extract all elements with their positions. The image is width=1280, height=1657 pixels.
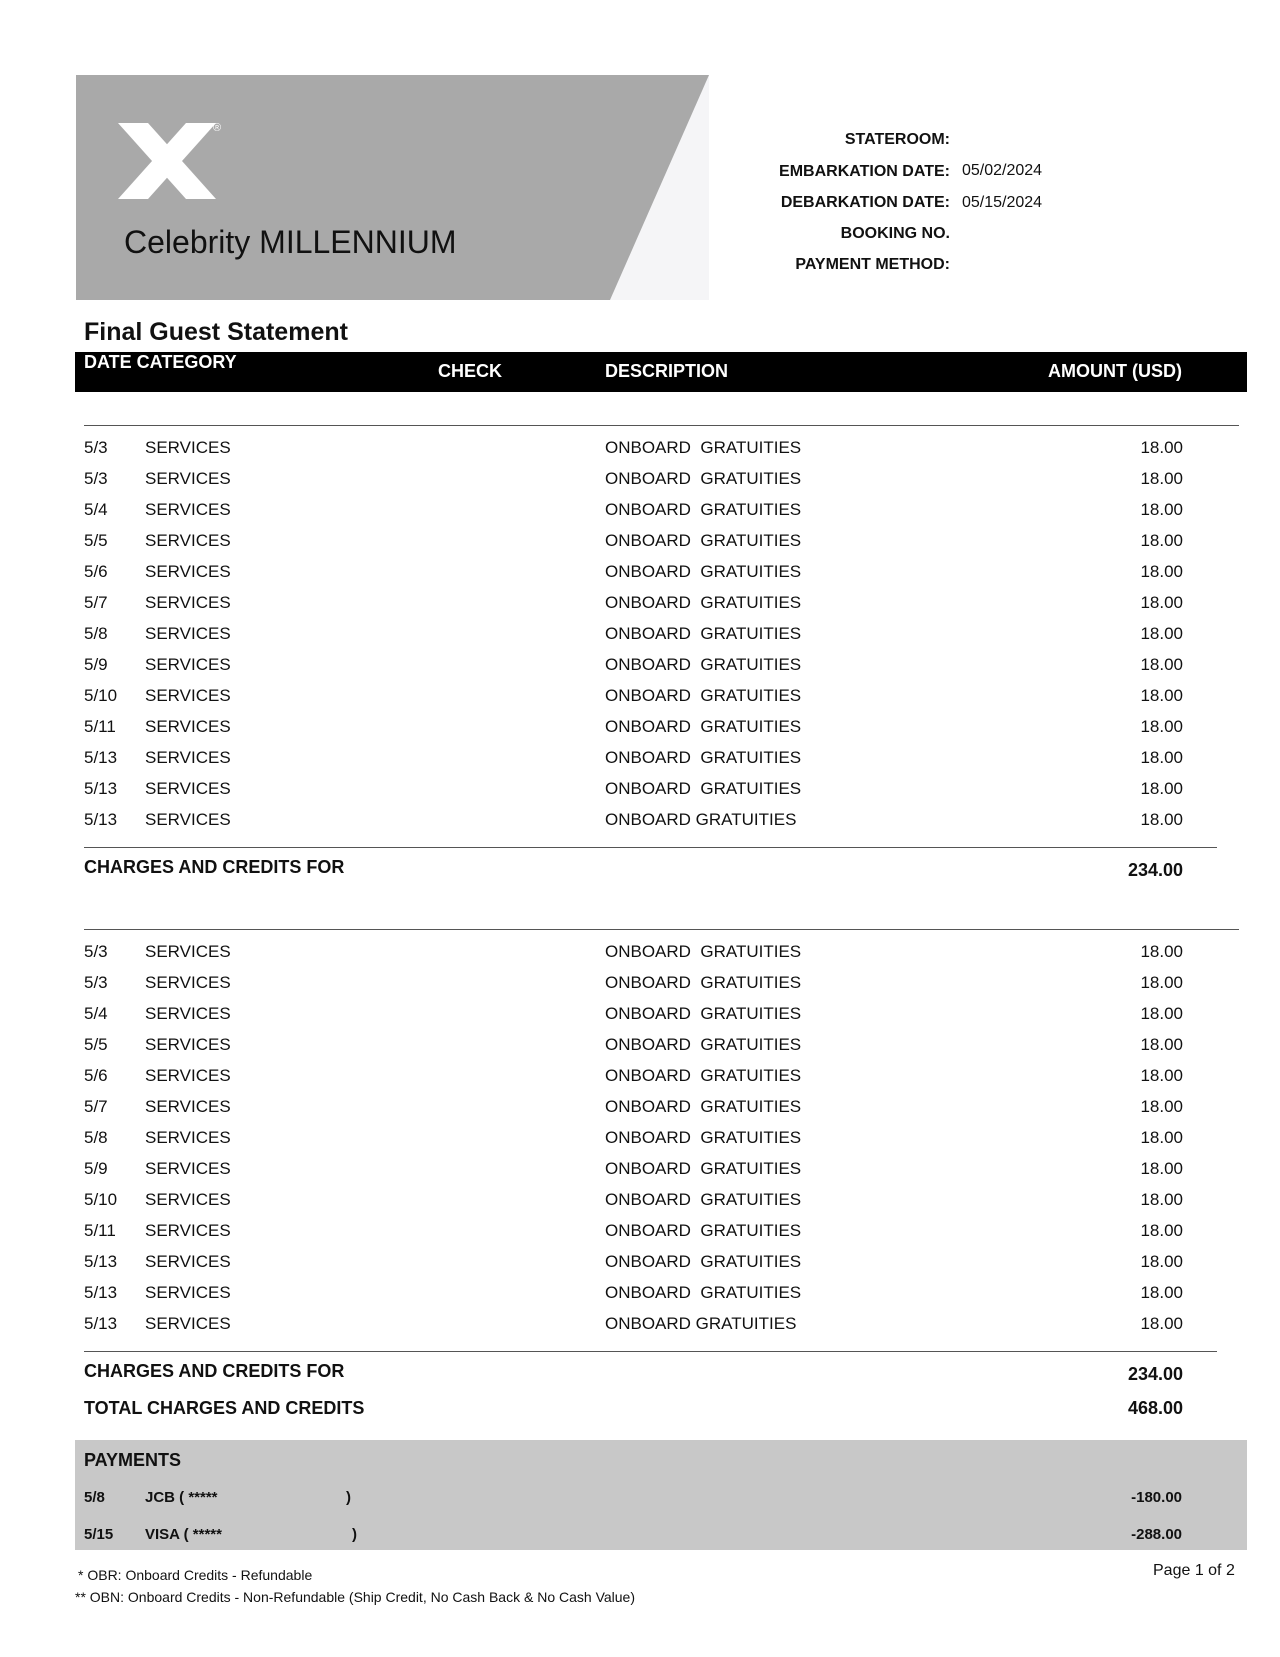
row-category: SERVICES: [145, 1314, 231, 1333]
row-category: SERVICES: [145, 686, 231, 705]
row-amount: 18.00: [1140, 624, 1183, 643]
debarkation-date-label: DEBARKATION DATE:: [780, 194, 950, 211]
table-row: [0, 744, 1280, 775]
payment-method-close: ): [346, 1489, 351, 1506]
footnote-obn: ** OBN: Onboard Credits - Non-Refundable (Ship Credit, No Cash Back & No Cash Value): [75, 1589, 635, 1605]
row-amount: 18.00: [1140, 655, 1183, 674]
total-label: TOTAL CHARGES AND CREDITS: [84, 1398, 365, 1418]
row-category: SERVICES: [145, 1128, 231, 1147]
row-amount: 18.00: [1140, 717, 1183, 736]
payments-title: PAYMENTS: [84, 1450, 182, 1470]
row-date: 5/13: [84, 1314, 118, 1333]
ship-name: Celebrity MILLENNIUM: [124, 224, 457, 260]
row-amount: 18.00: [1140, 1159, 1183, 1178]
row-category: SERVICES: [145, 1221, 231, 1240]
row-description: ONBOARD GRATUITIES: [605, 1159, 802, 1178]
row-description: ONBOARD GRATUITIES: [605, 717, 802, 736]
row-amount: 18.00: [1140, 1221, 1183, 1240]
row-category: SERVICES: [145, 562, 231, 581]
row-description: ONBOARD GRATUITIES: [605, 469, 802, 488]
row-category: SERVICES: [145, 1190, 231, 1209]
row-description: ONBOARD GRATUITIES: [605, 531, 802, 550]
table-row: [0, 1279, 1280, 1310]
row-description: ONBOARD GRATUITIES: [605, 655, 802, 674]
table-row: [0, 969, 1280, 1000]
row-description: ONBOARD GRATUITIES: [605, 1128, 802, 1147]
table-row: [0, 558, 1280, 589]
row-category: SERVICES: [145, 655, 231, 674]
row-amount: 18.00: [1140, 562, 1183, 581]
row-category: SERVICES: [145, 717, 231, 736]
row-category: SERVICES: [145, 1283, 231, 1302]
row-description: ONBOARD GRATUITIES: [605, 748, 802, 767]
row-date: 5/6: [84, 1066, 108, 1085]
row-category: SERVICES: [145, 1252, 231, 1271]
section-top-rule: [84, 929, 1239, 930]
table-row: [0, 806, 1280, 837]
row-category: SERVICES: [145, 779, 231, 798]
row-amount: 18.00: [1140, 779, 1183, 798]
row-date: 5/3: [84, 942, 108, 961]
row-amount: 18.00: [1140, 973, 1183, 992]
row-category: SERVICES: [145, 438, 231, 457]
row-amount: 18.00: [1140, 686, 1183, 705]
subtotal-label: CHARGES AND CREDITS FOR: [84, 1361, 345, 1381]
row-date: 5/8: [84, 1128, 108, 1147]
row-amount: 18.00: [1140, 1190, 1183, 1209]
table-row: [0, 1000, 1280, 1031]
row-description: ONBOARD GRATUITIES: [605, 1314, 797, 1333]
table-row: [0, 938, 1280, 969]
page-number: Page 1 of 2: [1153, 1562, 1235, 1579]
row-description: ONBOARD GRATUITIES: [605, 1221, 802, 1240]
table-row: [0, 1248, 1280, 1279]
row-date: 5/6: [84, 562, 108, 581]
payment-amount: -180.00: [1131, 1489, 1182, 1506]
table-row: [0, 527, 1280, 558]
row-description: ONBOARD GRATUITIES: [605, 1252, 802, 1271]
row-category: SERVICES: [145, 593, 231, 612]
row-category: SERVICES: [145, 1159, 231, 1178]
payment-date: 5/15: [84, 1526, 114, 1543]
row-category: SERVICES: [145, 973, 231, 992]
table-row: [0, 1155, 1280, 1186]
row-date: 5/9: [84, 655, 108, 674]
column-header-bar: [75, 352, 1247, 392]
row-amount: 18.00: [1140, 1097, 1183, 1116]
row-date: 5/10: [84, 1190, 118, 1209]
table-row: [0, 651, 1280, 682]
row-amount: 18.00: [1140, 531, 1183, 550]
table-row: [0, 682, 1280, 713]
row-date: 5/5: [84, 1035, 108, 1054]
subtotal-rule: [84, 1351, 1217, 1352]
row-amount: 18.00: [1140, 1128, 1183, 1147]
row-date: 5/9: [84, 1159, 108, 1178]
row-description: ONBOARD GRATUITIES: [605, 1035, 802, 1054]
row-amount: 18.00: [1140, 1314, 1183, 1333]
row-category: SERVICES: [145, 1004, 231, 1023]
payment-method: JCB ( *****: [145, 1489, 218, 1506]
column-amount: AMOUNT (USD): [1048, 361, 1182, 381]
row-amount: 18.00: [1140, 438, 1183, 457]
debarkation-date-value: 05/15/2024: [962, 194, 1043, 211]
row-amount: 18.00: [1140, 810, 1183, 829]
page-title: Final Guest Statement: [84, 318, 348, 346]
row-date: 5/13: [84, 779, 118, 798]
row-date: 5/3: [84, 973, 108, 992]
row-date: 5/11: [84, 717, 116, 736]
row-description: ONBOARD GRATUITIES: [605, 1097, 802, 1116]
row-amount: 18.00: [1140, 1066, 1183, 1085]
table-row: [0, 1124, 1280, 1155]
row-date: 5/13: [84, 748, 118, 767]
payment-date: 5/8: [84, 1489, 105, 1506]
row-date: 5/13: [84, 1252, 118, 1271]
row-description: ONBOARD GRATUITIES: [605, 593, 802, 612]
row-description: ONBOARD GRATUITIES: [605, 1190, 802, 1209]
column-check: CHECK: [438, 361, 503, 381]
row-amount: 18.00: [1140, 593, 1183, 612]
subtotal-label: CHARGES AND CREDITS FOR: [84, 857, 345, 877]
table-row: [0, 713, 1280, 744]
row-date: 5/7: [84, 593, 108, 612]
column-date-category: DATE CATEGORY: [84, 352, 237, 372]
stateroom-label: STATEROOM:: [844, 131, 950, 148]
row-date: 5/7: [84, 1097, 108, 1116]
table-row: [0, 775, 1280, 806]
subtotal-amount: 234.00: [1127, 1364, 1183, 1384]
row-description: ONBOARD GRATUITIES: [605, 624, 802, 643]
row-date: 5/5: [84, 531, 108, 550]
row-date: 5/8: [84, 624, 108, 643]
row-description: ONBOARD GRATUITIES: [605, 810, 797, 829]
payment-method-label: PAYMENT METHOD:: [795, 256, 950, 273]
row-amount: 18.00: [1140, 748, 1183, 767]
row-description: ONBOARD GRATUITIES: [605, 942, 802, 961]
subtotal-amount: 234.00: [1127, 860, 1183, 880]
row-date: 5/13: [84, 810, 118, 829]
footnote-obr: * OBR: Onboard Credits - Refundable: [78, 1567, 313, 1583]
table-row: [0, 1062, 1280, 1093]
table-row: [0, 1310, 1280, 1341]
table-row: [0, 1031, 1280, 1062]
embarkation-date-value: 05/02/2024: [962, 162, 1043, 179]
row-date: 5/4: [84, 1004, 108, 1023]
row-amount: 18.00: [1140, 1252, 1183, 1271]
row-description: ONBOARD GRATUITIES: [605, 562, 802, 581]
row-amount: 18.00: [1140, 1283, 1183, 1302]
table-row: [0, 1186, 1280, 1217]
table-row: [0, 496, 1280, 527]
row-category: SERVICES: [145, 469, 231, 488]
row-category: SERVICES: [145, 810, 231, 829]
row-category: SERVICES: [145, 531, 231, 550]
booking-no-label: BOOKING NO.: [840, 225, 950, 242]
row-date: 5/3: [84, 469, 108, 488]
row-amount: 18.00: [1140, 942, 1183, 961]
row-description: ONBOARD GRATUITIES: [605, 500, 802, 519]
row-date: 5/11: [84, 1221, 116, 1240]
table-row: [0, 465, 1280, 496]
table-row: [0, 620, 1280, 651]
section-top-rule: [84, 425, 1239, 426]
row-amount: 18.00: [1140, 1035, 1183, 1054]
row-category: SERVICES: [145, 1035, 231, 1054]
payment-amount: -288.00: [1131, 1526, 1182, 1543]
row-category: SERVICES: [145, 1066, 231, 1085]
row-description: ONBOARD GRATUITIES: [605, 1283, 802, 1302]
row-description: ONBOARD GRATUITIES: [605, 438, 802, 457]
column-description: DESCRIPTION: [605, 361, 729, 381]
row-amount: 18.00: [1140, 500, 1183, 519]
table-row: [0, 1217, 1280, 1248]
payment-method-close: ): [352, 1526, 357, 1543]
row-amount: 18.00: [1140, 1004, 1183, 1023]
row-date: 5/10: [84, 686, 118, 705]
row-category: SERVICES: [145, 500, 231, 519]
row-description: ONBOARD GRATUITIES: [605, 973, 802, 992]
subtotal-rule: [84, 847, 1217, 848]
total-amount: 468.00: [1127, 1398, 1183, 1418]
payment-method: VISA ( *****: [145, 1526, 222, 1543]
row-date: 5/4: [84, 500, 108, 519]
row-category: SERVICES: [145, 624, 231, 643]
row-date: 5/3: [84, 438, 108, 457]
payments-panel: [75, 1440, 1247, 1550]
row-description: ONBOARD GRATUITIES: [605, 686, 802, 705]
embarkation-date-label: EMBARKATION DATE:: [779, 163, 950, 180]
registered-mark: ®: [213, 122, 222, 134]
row-date: 5/13: [84, 1283, 118, 1302]
row-description: ONBOARD GRATUITIES: [605, 779, 802, 798]
row-description: ONBOARD GRATUITIES: [605, 1004, 802, 1023]
row-category: SERVICES: [145, 942, 231, 961]
row-amount: 18.00: [1140, 469, 1183, 488]
row-description: ONBOARD GRATUITIES: [605, 1066, 802, 1085]
table-row: [0, 1093, 1280, 1124]
table-row: [0, 434, 1280, 465]
row-category: SERVICES: [145, 1097, 231, 1116]
row-category: SERVICES: [145, 748, 231, 767]
table-row: [0, 589, 1280, 620]
